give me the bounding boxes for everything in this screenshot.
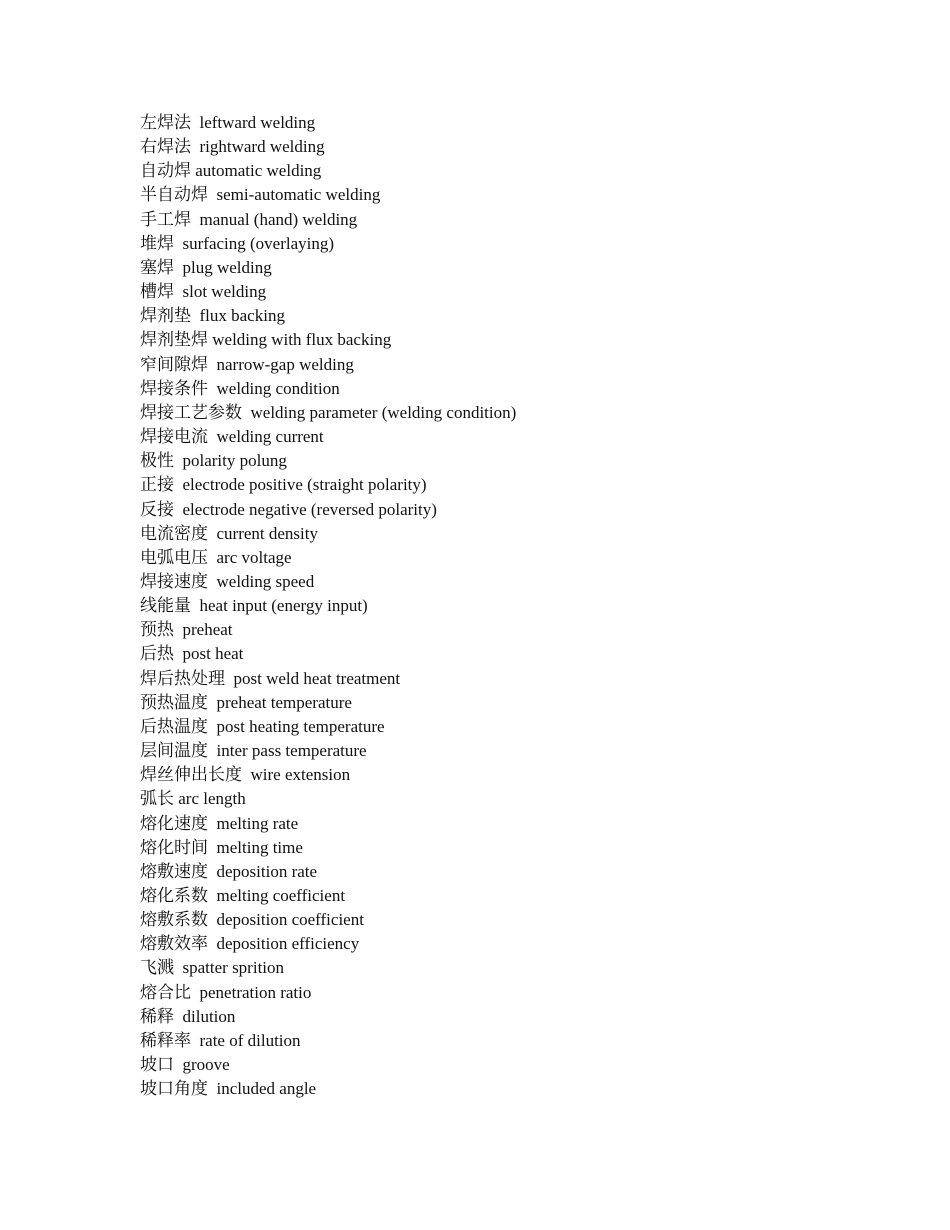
glossary-entry: 焊接电流 welding current xyxy=(140,427,324,447)
glossary-entry: 堆焊 surfacing (overlaying) xyxy=(140,233,335,253)
glossary-entry: 手工焊 manual (hand) welding xyxy=(140,209,358,229)
glossary-entry: 极性 polarity polung xyxy=(140,451,287,471)
glossary-entry: 熔合比 penetration ratio xyxy=(140,982,312,1002)
glossary-entry: 飞溅 spatter sprition xyxy=(140,958,285,978)
glossary-entry: 线能量 heat input (energy input) xyxy=(140,596,368,616)
glossary-entry: 焊接工艺参数 welding parameter (welding condition) xyxy=(140,402,517,422)
glossary-entry: 熔敷速度 deposition rate xyxy=(140,861,318,881)
glossary-entry: 自动焊 automatic welding xyxy=(140,161,322,181)
glossary-entry: 坡口角度 included angle xyxy=(140,1079,317,1099)
glossary-entry: 焊剂垫焊 welding with flux backing xyxy=(140,330,392,350)
glossary-entry: 焊剂垫 flux backing xyxy=(140,306,285,326)
glossary-entry: 塞焊 plug welding xyxy=(140,257,272,277)
glossary-entry: 稀释率 rate of dilution xyxy=(140,1030,301,1050)
glossary-entry: 电弧电压 arc voltage xyxy=(140,547,292,567)
glossary-entry: 电流密度 current density xyxy=(140,523,318,543)
glossary-entry: 半自动焊 semi-automatic welding xyxy=(140,185,381,205)
glossary-entry: 焊接速度 welding speed xyxy=(140,571,315,591)
glossary-entry: 层间温度 inter pass temperature xyxy=(140,741,367,761)
glossary-entry: 槽焊 slot welding xyxy=(140,282,267,302)
glossary-entry: 焊后热处理 post weld heat treatment xyxy=(140,668,401,688)
glossary-entry: 弧长 arc length xyxy=(140,789,246,809)
glossary-entry: 熔敷系数 deposition coefficient xyxy=(140,910,364,930)
glossary-entry: 后热 post heat xyxy=(140,644,244,664)
glossary-entry: 反接 electrode negative (reversed polarity) xyxy=(140,499,437,519)
glossary-entry: 右焊法 rightward welding xyxy=(140,137,325,157)
glossary-entry: 焊接条件 welding condition xyxy=(140,378,340,398)
glossary-entry: 坡口 groove xyxy=(140,1055,230,1075)
glossary-term-list xyxy=(140,111,516,1101)
glossary-entry: 预热 preheat xyxy=(140,620,233,640)
glossary-entry: 后热温度 post heating temperature xyxy=(140,716,385,736)
glossary-entry: 熔化速度 melting rate xyxy=(140,813,299,833)
glossary-entry: 熔敷效率 deposition efficiency xyxy=(140,934,360,954)
glossary-entry: 稀释 dilution xyxy=(140,1006,236,1026)
glossary-entry: 熔化时间 melting time xyxy=(140,837,303,857)
glossary-entry: 焊丝伸出长度 wire extension xyxy=(140,765,351,785)
glossary-entry: 预热温度 preheat temperature xyxy=(140,692,352,712)
glossary-entry: 窄间隙焊 narrow-gap welding xyxy=(140,354,354,374)
glossary-entry: 正接 electrode positive (straight polarity) xyxy=(140,475,427,495)
glossary-entry: 左焊法 leftward welding xyxy=(140,113,316,132)
glossary-entry: 熔化系数 melting coefficient xyxy=(140,886,346,905)
